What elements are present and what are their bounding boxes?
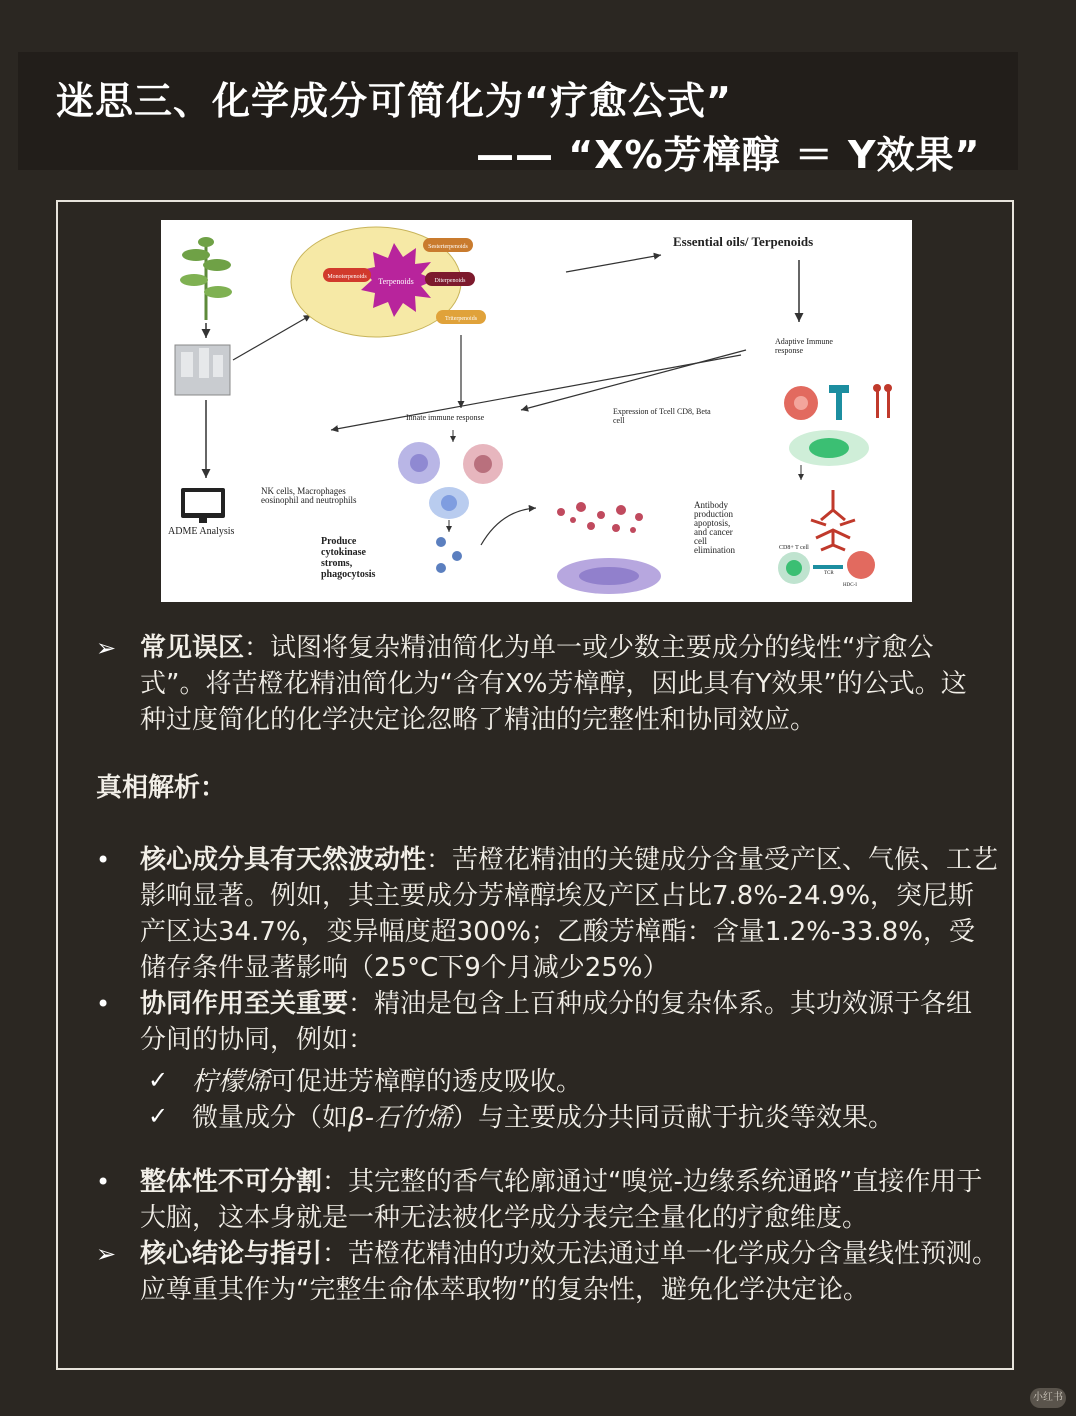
misconception-label: 常见误区 <box>140 633 245 663</box>
cd8-label: CD8+ T cell <box>779 545 809 551</box>
antibody-label-3: apoptosis, <box>694 518 731 528</box>
adaptive-label-2: response <box>775 346 803 355</box>
tcr-label: TCR <box>824 571 834 576</box>
point-synergy-label: 协同作用至关重要 <box>140 989 349 1019</box>
adme-label: ADME Analysis <box>168 526 235 537</box>
monitor-icon <box>181 488 225 523</box>
expression-label-1: Expression of Tcell CD8, Beta <box>613 407 711 416</box>
antibody-label-2: production <box>694 509 733 519</box>
triterpenoids-label: Triterpenoids <box>444 316 478 322</box>
truth-heading: 真相解析： <box>96 773 227 803</box>
antibody-label-4: and cancer <box>694 527 733 537</box>
hdc-label: HDC-I <box>843 583 857 588</box>
produce-label-2: cytokinase <box>321 547 366 558</box>
antibody-label-6: elimination <box>694 545 735 555</box>
check-limonene: 柠檬烯可促进芳樟醇的透皮吸收。 <box>192 1067 583 1097</box>
limonene-term: 柠檬烯 <box>192 1067 271 1097</box>
conclusion-text: 苦橙花精油的功效无法通过单一化学成分含量线性预测。应尊重其作为“完整生命体萃取物”的复杂性，避免化学决定论。 <box>140 1239 999 1305</box>
point-wholeness-label: 整体性不可分割 <box>140 1167 323 1197</box>
innate-label: Innate immune response <box>406 413 485 422</box>
watermark-logo: 小红书 <box>1030 1388 1066 1408</box>
point-synergy: 协同作用至关重要：精油是包含上百种成分的复杂体系。其功效源于各组分间的协同，例如： <box>140 989 973 1055</box>
nk-label-2: eosinophil and neutrophils <box>261 495 357 505</box>
diterpenoids-label: Diterpenoids <box>434 278 466 284</box>
plant-icon <box>180 237 232 320</box>
arrow-bullet-icon: ➢ <box>96 1240 117 1268</box>
conclusion-paragraph: 核心结论与指引：苦橙花精油的功效无法通过单一化学成分含量线性预测。应尊重其作为“完整生命体萃取物”的复杂性，避免化学决定论。 <box>140 1239 999 1305</box>
arrow-bullet-icon: ➢ <box>96 634 117 662</box>
sesterterpenoids-label: Sesterterpenoids <box>428 244 468 250</box>
check-icon: ✓ <box>148 1066 169 1094</box>
nk-label-1: NK cells, Macrophages <box>261 486 346 496</box>
caryophyllene-term: β-石竹烯 <box>348 1103 452 1133</box>
produce-label-4: phagocytosis <box>321 569 376 580</box>
adaptive-label-1: Adaptive Immune <box>775 337 833 346</box>
bullet-icon: • <box>96 990 111 1018</box>
conclusion-label: 核心结论与指引 <box>140 1239 323 1269</box>
bullet-icon: • <box>96 1168 111 1196</box>
check-icon: ✓ <box>148 1102 169 1130</box>
antibody-icon <box>811 490 855 550</box>
point-volatility-text: 苦橙花精油的关键成分含量受产区、气候、工艺影响显著。例如，其主要成分芳樟醇埃及产区占比7.8%-24.9%，突尼斯产区达34.7%，变异幅度超300%；乙酸芳樟酯：含量1.2%-33.8%，受储存条件显著影响（25°C下9个月减少25%） <box>140 845 999 983</box>
misconception-paragraph: 常见误区：试图将复杂精油简化为单一或少数主要成分的线性“疗愈公式”。将苦橙花精油简化为“含有X%芳樟醇，因此具有Y效果”的公式。这种过度简化的化学决定论忽略了精油的完整性和协同效应。 <box>140 633 967 735</box>
produce-label-1: Produce <box>321 536 357 547</box>
expression-label-2: cell <box>613 416 625 425</box>
point-wholeness-text: 其完整的香气轮廓通过“嗅觉-边缘系统通路”直接作用于大脑，这本身就是一种无法被化学成分表完全量化的疗愈维度。 <box>140 1167 983 1233</box>
point-volatility: 核心成分具有天然波动性：苦橙花精油的关键成分含量受产区、气候、工艺影响显著。例如，其主要成分芳樟醇埃及产区占比7.8%-24.9%，突尼斯产区达34.7%，变异幅度超300%；乙酸芳樟酯：含量1.2%-33.8%，受储存条件显著影响（25°C下9个月减少25%） <box>140 845 999 983</box>
misconception-text: 试图将复杂精油简化为单一或少数主要成分的线性“疗愈公式”。将苦橙花精油简化为“含有X%芳樟醇，因此具有Y效果”的公式。这种过度简化的化学决定论忽略了精油的完整性和协同效应。 <box>140 633 967 735</box>
antibody-label-1: Antibody <box>694 500 729 510</box>
produce-label-3: stroms, <box>321 558 353 569</box>
monoterpenoids-label: Monoterpenoids <box>327 274 367 280</box>
point-volatility-label: 核心成分具有天然波动性 <box>140 845 427 875</box>
terpenoid-immune-figure <box>161 220 912 602</box>
point-wholeness: 整体性不可分割：其完整的香气轮廓通过“嗅觉-边缘系统通路”直接作用于大脑，这本身就是一种无法被化学成分表完全量化的疗愈维度。 <box>140 1167 983 1233</box>
check-caryophyllene: 微量成分（如β-石竹烯）与主要成分共同贡献于抗炎等效果。 <box>192 1103 895 1133</box>
page-title: 迷思三、化学成分可简化为“疗愈公式” <box>56 79 732 123</box>
terpenoids-label: Terpenoids <box>378 277 414 286</box>
essential-oils-label: Essential oils/ Terpenoids <box>673 234 814 249</box>
page-subtitle: —— “X%芳樟醇 ＝ Y效果” <box>476 133 981 177</box>
extraction-apparatus-icon <box>175 345 230 395</box>
point-synergy-text: 精油是包含上百种成分的复杂体系。其功效源于各组分间的协同，例如： <box>140 989 973 1055</box>
antibody-label-5: cell <box>694 536 707 546</box>
bullet-icon: • <box>96 846 111 874</box>
cancer-cell-cluster <box>557 502 643 533</box>
